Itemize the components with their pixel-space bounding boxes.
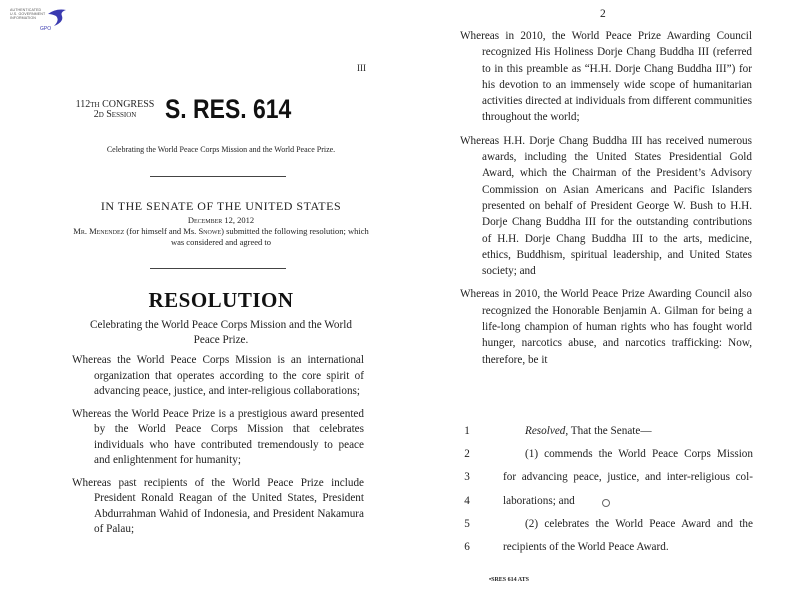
session-label: 2d Session [93,109,137,120]
whereas-clause: Whereas in 2010, the World Peace Prize Awarding Council recognized His Holiness Dorje Chang Buddha III (referred to in this preamble as “H.H. Dorje Chang Buddha III”) for his devotion to an immensely wide scope of humanitarian activities directed at individuals from different communities throughout the world; [460,30,752,124]
line-text: laborations; and [503,494,575,507]
submitted-rest: ) submitted the following resolution; which was considered and agreed to [170,226,369,247]
logo-line-1: AUTHENTICATED [10,8,42,12]
short-title: Celebrating the World Peace Corps Mission and the World Peace Prize. [106,145,336,154]
page-number: 2 [600,8,606,20]
submitted-mid: (for himself and Ms. [124,226,199,236]
resolved-line [460,518,760,541]
line-text: (2) celebrates the World Peace Award and the [525,517,753,530]
resolved-line [460,471,760,494]
page-mark: III [357,63,366,73]
line-number: 3 [464,471,470,484]
resolved-word: Resolved, [525,425,569,437]
gpo-authenticated-logo [10,8,70,34]
divider [150,176,286,177]
resolution-number: S. RES. 614 [165,94,292,124]
end-mark-circle-icon [602,499,610,507]
footer-code: •SRES 614 ATS [489,577,530,583]
logo-gpo: GPO [40,26,52,32]
resolved-line [460,495,760,518]
line-number: 2 [464,448,470,461]
line-text: (1) commends the World Peace Corps Mission [525,448,753,461]
congress-session [70,100,160,120]
divider [150,268,286,269]
line-text: for advancing peace, justice, and inter-religious col- [503,471,753,484]
sponsor-name: Mr. Menendez [73,226,125,236]
whereas-clause: Whereas the World Peace Corps Mission is an international organization that operates according to the core spirit of advancing peace, justice, and inter-religious collaborations; [72,354,364,397]
line-number: 6 [464,540,470,553]
whereas-clause: Whereas past recipients of the World Peace Prize include President Ronald Reagan of the United States, President Abdurrahman Wahid of Indonesia, and President Nakamura of Palau; [72,476,364,535]
logo-line-2: U.S. GOVERNMENT [10,12,46,16]
whereas-list-left [72,353,364,545]
long-title: Celebrating the World Peace Corps Mission and the World Peace Prize. [90,319,352,346]
whereas-list-right [460,28,752,375]
line-number: 4 [464,494,470,507]
logo-line-3: INFORMATION [10,16,36,20]
resolved-line [460,425,760,448]
congress-label: 112th CONGRESS [75,99,155,110]
submitted-statement [70,226,372,248]
line-number: 5 [464,517,470,530]
line-text [503,425,753,437]
whereas-clause: Whereas H.H. Dorje Chang Buddha III has received numerous awards, including the United States Presidential Gold Award, which the Chairman of the President’s Advisory Commission on Asian Americans and Pacific Islanders presented on behalf of President George W. Bush to H.H. Dorje Chang Buddha III for the outstanding contributions of H.H. Dorje Chang Buddha III to the arts, medicine, ethics, Buddhism, spiritual leadership, and United States society; and [460,134,752,278]
cosponsor-name: Snowe [198,226,222,236]
submission-date: December 12, 2012 [187,215,255,225]
line-text: recipients of the World Peace Award. [503,540,669,553]
eagle-icon [46,8,70,28]
whereas-clause: Whereas in 2010, the World Peace Prize Awarding Council also recognized the Honorable Benjamin A. Gilman for being a life-long champion of human rights who has fought world hunger, narcotics abuse, and narcotics trafficking: Now, therefore, be it [460,288,752,366]
resolved-line [460,541,760,564]
line-number: 1 [464,425,470,437]
resolved-text: That the Senate— [568,425,652,437]
resolved-line [460,448,760,471]
whereas-clause: Whereas the World Peace Prize is a prestigious award presented by the World Peace Corps Mission that celebrates individuals who have contributed tremendously to peace and enlightenment for humanity; [72,407,364,466]
senate-heading: IN THE SENATE OF THE UNITED STATES [100,199,342,213]
resolution-heading: RESOLUTION [148,288,294,312]
resolved-clause [460,425,760,564]
